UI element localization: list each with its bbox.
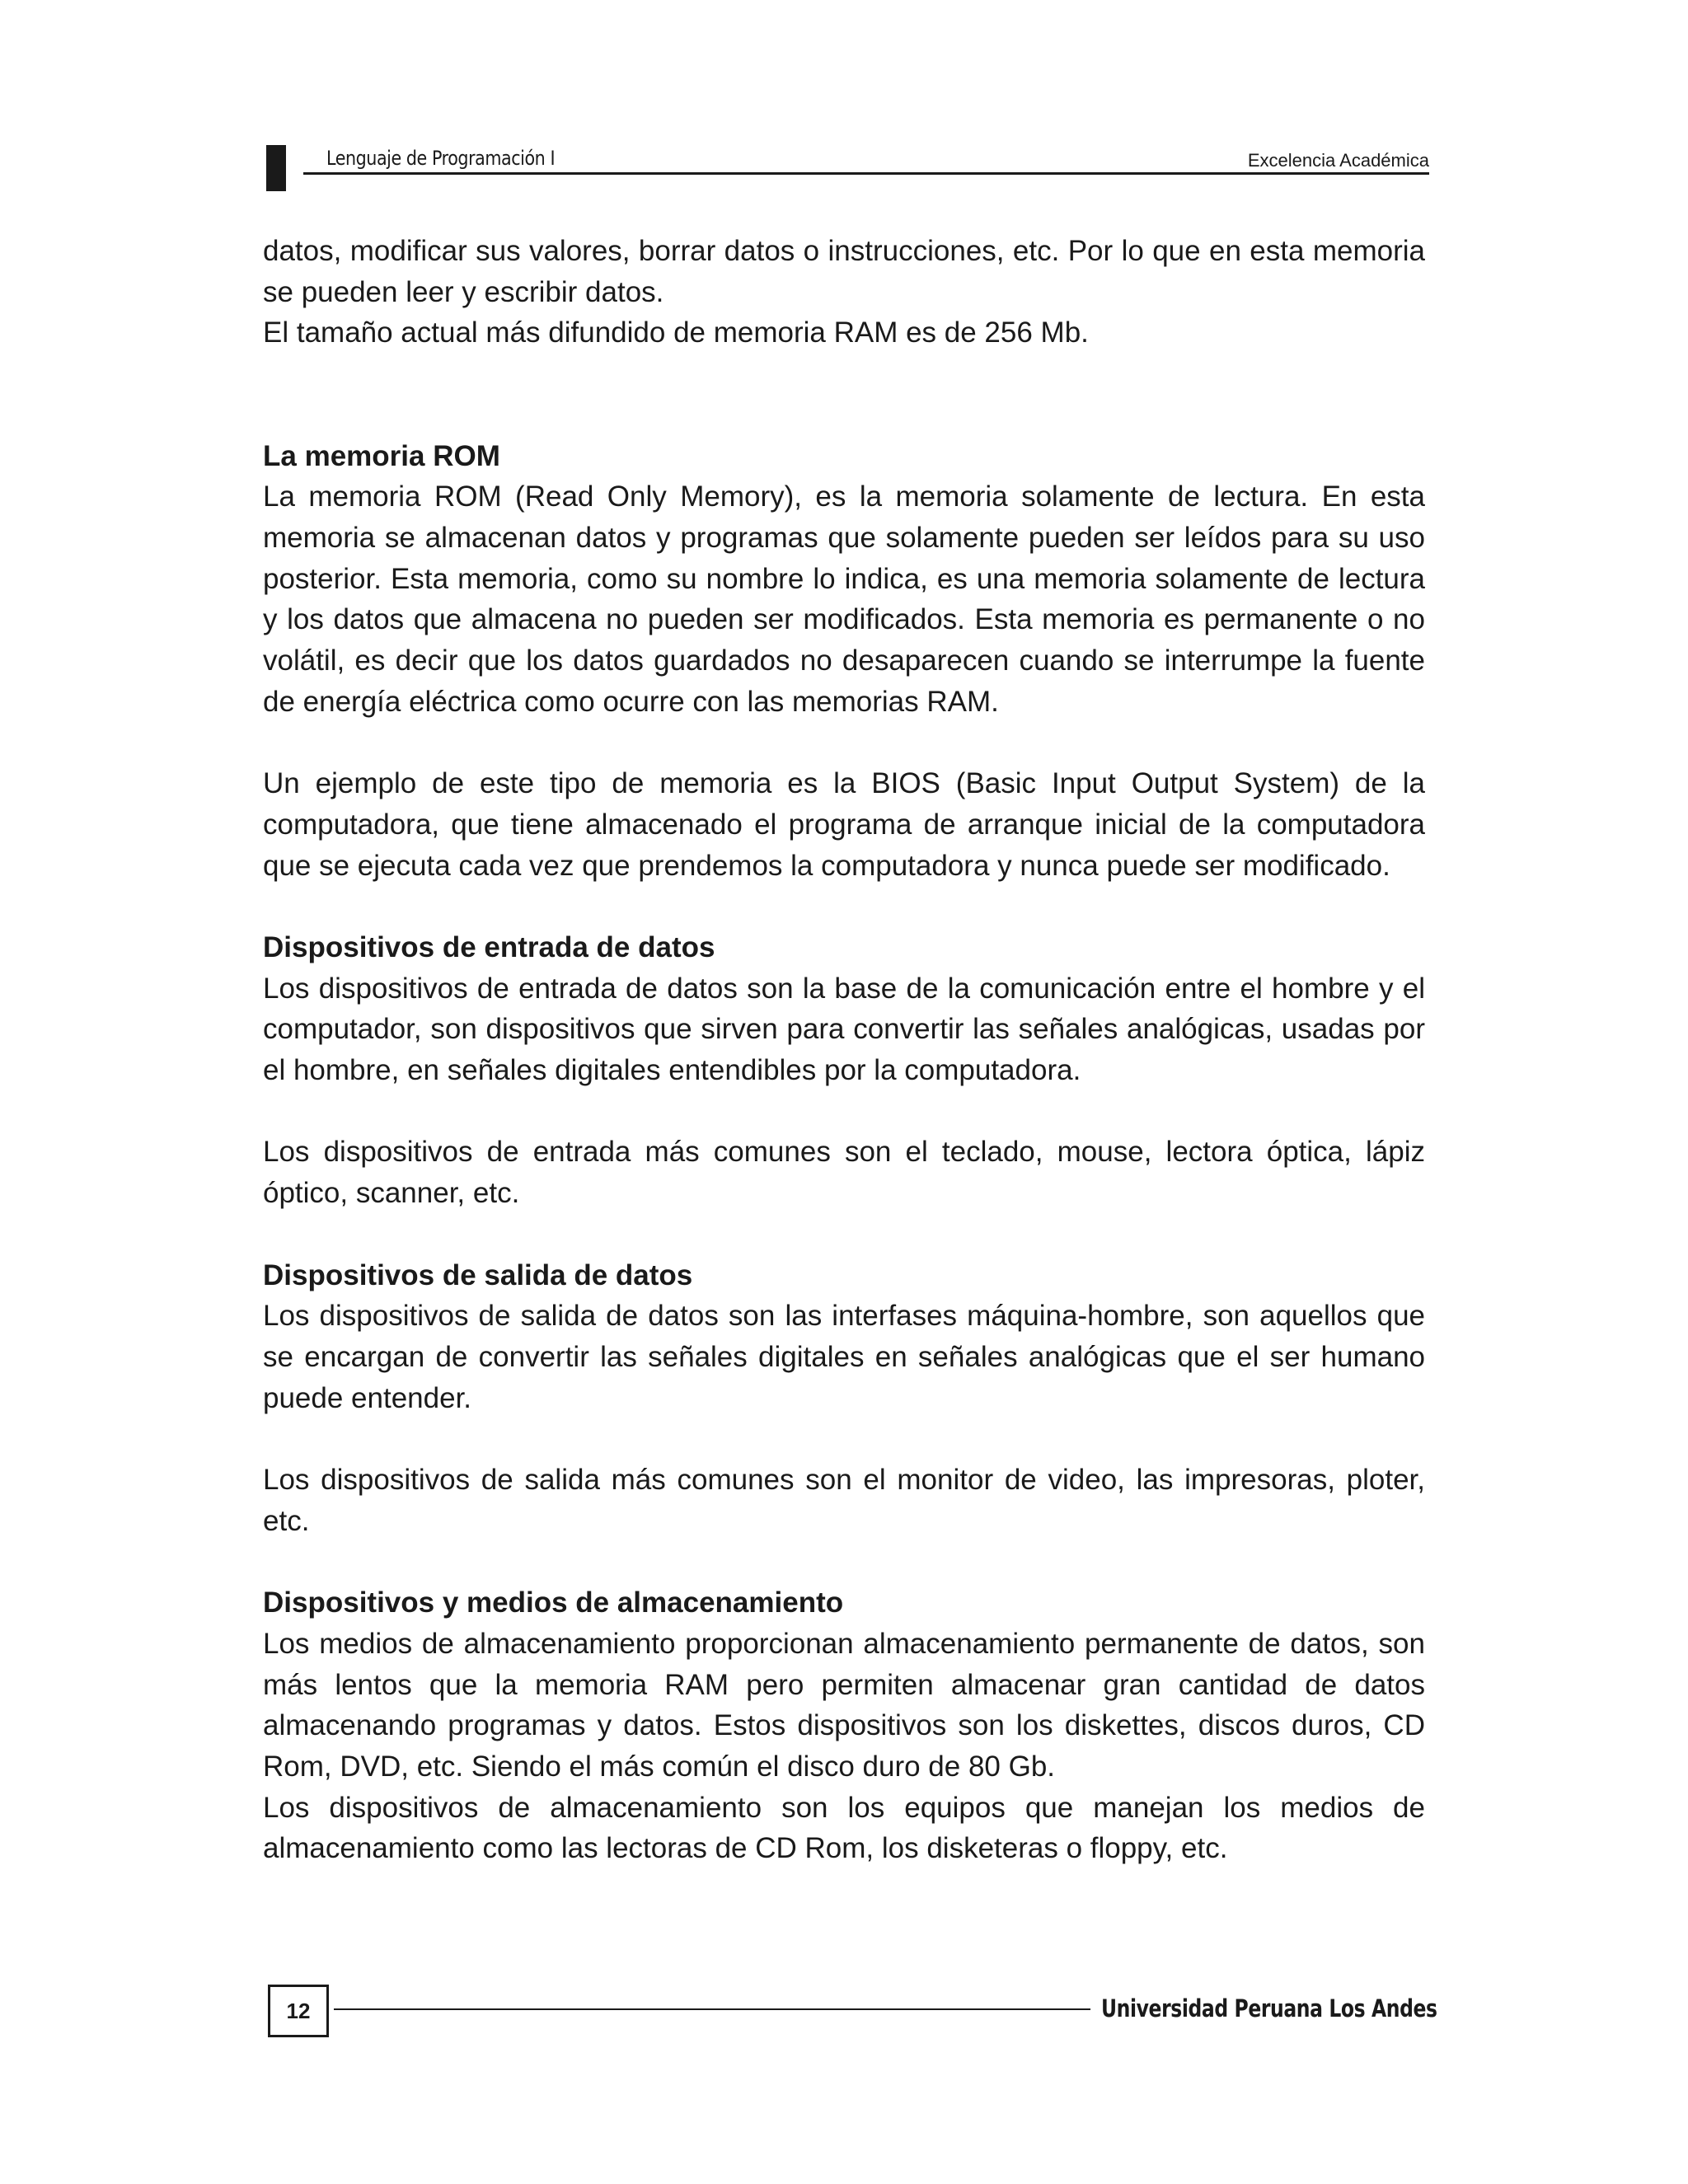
footer-rule bbox=[334, 2008, 1090, 2010]
page-body bbox=[263, 231, 1425, 1869]
page-number: 12 bbox=[268, 1985, 329, 2037]
section-heading-rom: La memoria ROM bbox=[263, 439, 500, 472]
header-tagline: Excelencia Académica bbox=[1247, 150, 1429, 171]
paragraph-input-examples: Los dispositivos de entrada más comunes son el teclado, mouse, lectora óptica, lápiz óptico, scanner, etc. bbox=[263, 1136, 1425, 1210]
spacer bbox=[263, 886, 1425, 927]
section-heading-output-devices: Dispositivos de salida de datos bbox=[263, 1258, 693, 1291]
paragraph-input-definition: Los dispositivos de entrada de datos son la base de la comunicación entre el hombre y el computador, son dispositivos que sirven para convertir las señales analógicas, usadas por el hombre, en señales digitales entendibles por la computadora. bbox=[263, 972, 1425, 1087]
spacer bbox=[263, 1418, 1425, 1460]
spacer bbox=[263, 354, 1425, 435]
paragraph-ram-continuation: datos, modificar sus valores, borrar datos o instrucciones, etc. Por lo que en esta memoria se pueden leer y escribir datos. bbox=[263, 235, 1425, 308]
section-heading-input-devices: Dispositivos de entrada de datos bbox=[263, 930, 715, 963]
paragraph-rom-definition: La memoria ROM (Read Only Memory), es la memoria solamente de lectura. En esta memoria se almacenan datos y programas que solamente pueden ser leídos para su uso posterior. Esta memoria, como su nombre lo indica, es una memoria solamente de lectura y los datos que almacena no pueden ser modificados. Esta memoria es permanente o no volátil, es decir que los datos guardados no desaparecen cuando se interrumpe la fuente de energía eléctrica como ocurre con las memorias RAM. bbox=[263, 480, 1425, 718]
header-marker bbox=[266, 145, 286, 191]
footer-institution: Universidad Peruana Los Andes bbox=[1101, 1994, 1437, 2022]
paragraph-rom-example: Un ejemplo de este tipo de memoria es la BIOS (Basic Input Output System) de la computadora, que tiene almacenado el programa de arranque inicial de la computadora que se ejecuta cada vez que prendemos la computadora y nunca puede ser modificado. bbox=[263, 767, 1425, 882]
header-course-title: Lenguaje de Programación I bbox=[326, 147, 556, 170]
header-rule bbox=[303, 172, 1429, 175]
paragraph-ram-size: El tamaño actual más difundido de memoria RAM es de 256 Mb. bbox=[263, 316, 1089, 349]
paragraph-output-examples: Los dispositivos de salida más comunes son el monitor de video, las impresoras, ploter, etc. bbox=[263, 1464, 1425, 1537]
paragraph-output-definition: Los dispositivos de salida de datos son las interfases máquina-hombre, son aquellos que se encargan de convertir las señales digitales en señales analógicas que el ser humano puede entender. bbox=[263, 1300, 1425, 1414]
spacer bbox=[263, 722, 1425, 763]
spacer bbox=[263, 1091, 1425, 1132]
spacer bbox=[263, 1214, 1425, 1255]
paragraph-storage-devices: Los dispositivos de almacenamiento son los equipos que manejan los medios de almacenamiento como las lectoras de CD Rom, los disketeras o floppy, etc. bbox=[263, 1791, 1425, 1865]
spacer bbox=[263, 1541, 1425, 1582]
section-heading-storage: Dispositivos y medios de almacenamiento bbox=[263, 1586, 844, 1619]
paragraph-storage-media: Los medios de almacenamiento proporcionan almacenamiento permanente de datos, son más lentos que la memoria RAM pero permiten almacenar gran cantidad de datos almacenando programas y datos. Estos dispositivos son los diskettes, discos duros, CD Rom, DVD, etc. Siendo el más común el disco duro de 80 Gb. bbox=[263, 1627, 1425, 1783]
